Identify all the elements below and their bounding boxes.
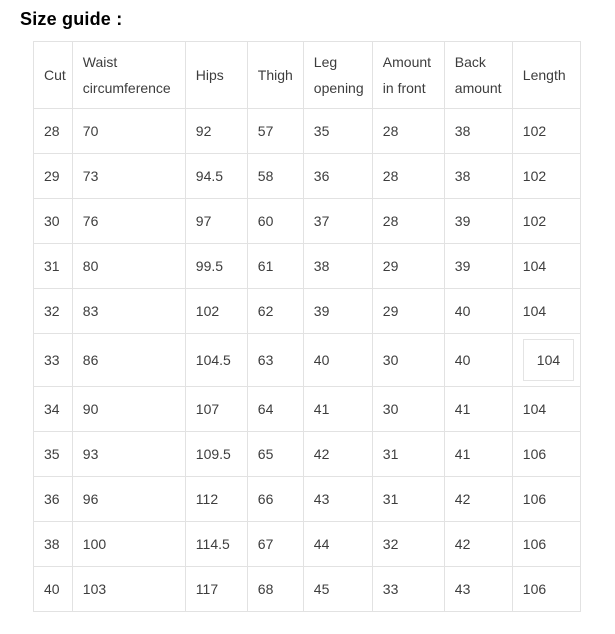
table-cell: 102 xyxy=(512,154,580,199)
table-cell: 38 xyxy=(444,154,512,199)
table-cell: 29 xyxy=(34,154,73,199)
table-cell: 104.5 xyxy=(185,334,247,387)
table-cell: 33 xyxy=(372,567,444,612)
table-cell: 97 xyxy=(185,199,247,244)
table-cell: 33 xyxy=(34,334,73,387)
table-cell: 73 xyxy=(72,154,185,199)
column-header: Cut xyxy=(34,42,73,109)
table-row xyxy=(34,567,581,612)
column-header: Length xyxy=(512,42,580,109)
table-row xyxy=(34,244,581,289)
table-cell: 38 xyxy=(444,109,512,154)
table-cell: 40 xyxy=(34,567,73,612)
table-row xyxy=(34,387,581,432)
table-row xyxy=(34,199,581,244)
table-cell: 100 xyxy=(72,522,185,567)
table-cell: 29 xyxy=(372,289,444,334)
table-cell: 102 xyxy=(512,199,580,244)
table-cell: 29 xyxy=(372,244,444,289)
table-cell: 106 xyxy=(512,477,580,522)
table-cell: 28 xyxy=(372,154,444,199)
table-cell: 61 xyxy=(247,244,303,289)
table-cell: 103 xyxy=(72,567,185,612)
table-cell: 43 xyxy=(303,477,372,522)
table-cell: 40 xyxy=(303,334,372,387)
table-cell: 43 xyxy=(444,567,512,612)
table-cell: 107 xyxy=(185,387,247,432)
table-header xyxy=(34,42,581,109)
table-cell: 86 xyxy=(72,334,185,387)
table-row xyxy=(34,334,581,387)
table-cell: 92 xyxy=(185,109,247,154)
table-cell: 109.5 xyxy=(185,432,247,477)
table-cell: 106 xyxy=(512,522,580,567)
page-title: Size guide : xyxy=(20,9,123,29)
table-cell: 38 xyxy=(34,522,73,567)
table-cell: 68 xyxy=(247,567,303,612)
table-cell: 80 xyxy=(72,244,185,289)
table-cell: 42 xyxy=(444,522,512,567)
table-cell: 63 xyxy=(247,334,303,387)
table-cell: 67 xyxy=(247,522,303,567)
table-cell: 104 xyxy=(512,244,580,289)
header-row xyxy=(34,42,581,109)
table-cell: 45 xyxy=(303,567,372,612)
table-cell: 36 xyxy=(303,154,372,199)
table-cell: 99.5 xyxy=(185,244,247,289)
table-cell: 65 xyxy=(247,432,303,477)
table-cell: 104 xyxy=(512,289,580,334)
table-cell: 28 xyxy=(372,109,444,154)
table-row xyxy=(34,289,581,334)
table-cell: 96 xyxy=(72,477,185,522)
column-header: Hips xyxy=(185,42,247,109)
table-cell: 93 xyxy=(72,432,185,477)
table-row xyxy=(34,522,581,567)
table-row xyxy=(34,477,581,522)
table-cell: 32 xyxy=(372,522,444,567)
table-cell: 37 xyxy=(303,199,372,244)
highlighted-value: 104 xyxy=(523,339,574,381)
table-cell: 42 xyxy=(303,432,372,477)
table-cell: 70 xyxy=(72,109,185,154)
table-cell: 34 xyxy=(34,387,73,432)
table-cell: 31 xyxy=(34,244,73,289)
table-cell: 28 xyxy=(34,109,73,154)
table-cell: 30 xyxy=(34,199,73,244)
table-cell: 112 xyxy=(185,477,247,522)
column-header: Leg opening xyxy=(303,42,372,109)
table-cell: 58 xyxy=(247,154,303,199)
table-cell: 64 xyxy=(247,387,303,432)
table-cell: 32 xyxy=(34,289,73,334)
table-cell xyxy=(512,334,580,387)
table-cell: 66 xyxy=(247,477,303,522)
table-row xyxy=(34,109,581,154)
table-row xyxy=(34,432,581,477)
table-cell: 94.5 xyxy=(185,154,247,199)
table-cell: 104 xyxy=(512,387,580,432)
table-cell: 38 xyxy=(303,244,372,289)
table-cell: 31 xyxy=(372,477,444,522)
table-cell: 62 xyxy=(247,289,303,334)
table-cell: 36 xyxy=(34,477,73,522)
table-cell: 114.5 xyxy=(185,522,247,567)
table-cell: 39 xyxy=(444,244,512,289)
column-header: Waist circumference xyxy=(72,42,185,109)
table-cell: 90 xyxy=(72,387,185,432)
table-cell: 76 xyxy=(72,199,185,244)
column-header: Amount in front xyxy=(372,42,444,109)
table-row xyxy=(34,154,581,199)
table-cell: 40 xyxy=(444,289,512,334)
table-cell: 39 xyxy=(303,289,372,334)
table-cell: 28 xyxy=(372,199,444,244)
table-cell: 30 xyxy=(372,387,444,432)
table-cell: 41 xyxy=(444,387,512,432)
table-cell: 35 xyxy=(34,432,73,477)
table-cell: 39 xyxy=(444,199,512,244)
table-cell: 35 xyxy=(303,109,372,154)
size-guide-table xyxy=(33,41,581,612)
table-cell: 41 xyxy=(444,432,512,477)
table-cell: 102 xyxy=(185,289,247,334)
table-cell: 57 xyxy=(247,109,303,154)
table-cell: 30 xyxy=(372,334,444,387)
table-cell: 117 xyxy=(185,567,247,612)
table-cell: 40 xyxy=(444,334,512,387)
table-cell: 106 xyxy=(512,567,580,612)
table-cell: 42 xyxy=(444,477,512,522)
table-cell: 60 xyxy=(247,199,303,244)
table-cell: 41 xyxy=(303,387,372,432)
table-cell: 106 xyxy=(512,432,580,477)
column-header: Thigh xyxy=(247,42,303,109)
table-cell: 31 xyxy=(372,432,444,477)
table-body xyxy=(34,109,581,612)
table-cell: 102 xyxy=(512,109,580,154)
table-cell: 44 xyxy=(303,522,372,567)
table-cell: 83 xyxy=(72,289,185,334)
column-header: Back amount xyxy=(444,42,512,109)
